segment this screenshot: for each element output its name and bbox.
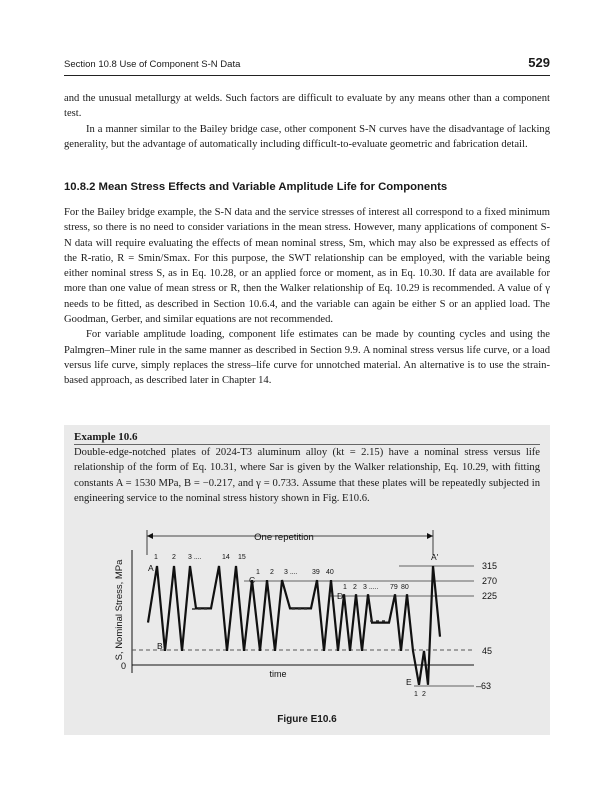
count-d-79: 79 [390,584,398,591]
figure-caption: Figure E10.6 [277,714,337,725]
count-a-3: 3 .... [188,554,202,561]
figure-e10-6 [64,425,550,735]
section-title: Section 10.8 Use of Component S-N Data [64,59,241,70]
example-box [64,425,550,735]
intro-text [64,91,550,152]
point-label-e: E [406,677,412,687]
page-number: 529 [528,55,550,70]
count-d-1: 1 [343,584,347,591]
count-c-40: 40 [326,569,334,576]
subsection-paragraph-1: For the Bailey bridge example, the S-N data and the service stresses of interest all correspond to a fixed minimum stress, so there is no need to consider variations in the mean stress. However, many applications of component S-N data will require evaluating the effects of mean nominal stress, Sm, which may also be expressed as effects of the R-ratio, R = Smin/Smax. For this purpose, the SWT relationship can be employed, with the variable being either nominal stress S, as in Eq. 10.28, or an applied force or moment, as in Eq. 10.30. If data are available for more than one value of mean stress or R, then the Walker relationship of Eq. 10.29 is recommended. A value of γ needs to be fitted, as described in Section 10.6.4, and the variable can again be either S or an applied load. The Goodman, Gerber, and similar equations are not recommended. [64,207,550,326]
level-label-neg63: –63 [476,681,492,691]
count-a-1: 1 [154,554,158,561]
count-d-80: 80 [401,584,409,591]
level-label-315: 315 [482,561,498,571]
intro-paragraph-2: In a manner similar to the Bailey bridge case, other component S-N curves have the disadvantage of lacking generality, but the advantage of automatically including difficult-to-evaluate geometric and fabrication detail. [64,123,550,150]
count-a-15: 15 [238,554,246,561]
count-a-14: 14 [222,554,230,561]
stress-history-chart [64,425,550,735]
count-c-1: 1 [256,569,260,576]
level-label-45: 45 [482,646,493,656]
point-label-d: D [337,591,344,601]
x-axis-label: time [269,669,287,679]
count-c-3: 3 .... [284,569,298,576]
subsection-paragraph-2: For variable amplitude loading, component life estimates can be made by counting cycles and using the Palmgren–Miner rule in the same manner as described in Section 9.9. A nominal stress versus life curve, or a load versus life curve, simply replaces the stress–life curve for unnotched material. An alternative is to use the strain-based approach, as described later in Chapter 14. [64,329,550,387]
running-header [64,55,550,76]
y-axis-label: S, Nominal Stress, MPa [114,559,125,661]
count-e-2: 2 [422,691,426,698]
count-c-39: 39 [312,569,320,576]
point-label-a: A [148,563,154,573]
count-d-2: 2 [353,584,357,591]
count-d-3: 3 ..... [363,584,379,591]
example-title: Example 10.6 [74,431,540,445]
point-label-a-prime: A' [431,552,439,562]
count-c-2: 2 [270,569,274,576]
level-label-225: 225 [482,591,498,601]
example-paragraph: Double-edge-notched plates of 2024-T3 aluminum alloy (kt = 2.15) have a nominal stress versus life relationship of the form of Eq. 10.31, where Sar is given by the Walker relationship, Eq. 10.29, with fitting constants A = 1530 MPa, B = −0.217, and γ = 0.733. Assume that these plates will be repeatedly subjected in engineering service to the nominal stress history shown in Fig. E10.6. [74,447,540,504]
count-e-1: 1 [414,691,418,698]
count-a-2: 2 [172,554,176,561]
intro-paragraph-1: and the unusual metallurgy at welds. Such factors are difficult to evaluate by any means other than a component test. [64,93,550,120]
point-label-b: B [157,641,163,651]
repetition-label: One repetition [254,532,314,543]
subsection-heading: 10.8.2 Mean Stress Effects and Variable Amplitude Life for Components [64,181,448,193]
point-label-c: C [249,575,256,585]
zero-label: 0 [120,661,126,671]
level-label-270: 270 [482,576,498,586]
subsection-text [64,205,550,389]
